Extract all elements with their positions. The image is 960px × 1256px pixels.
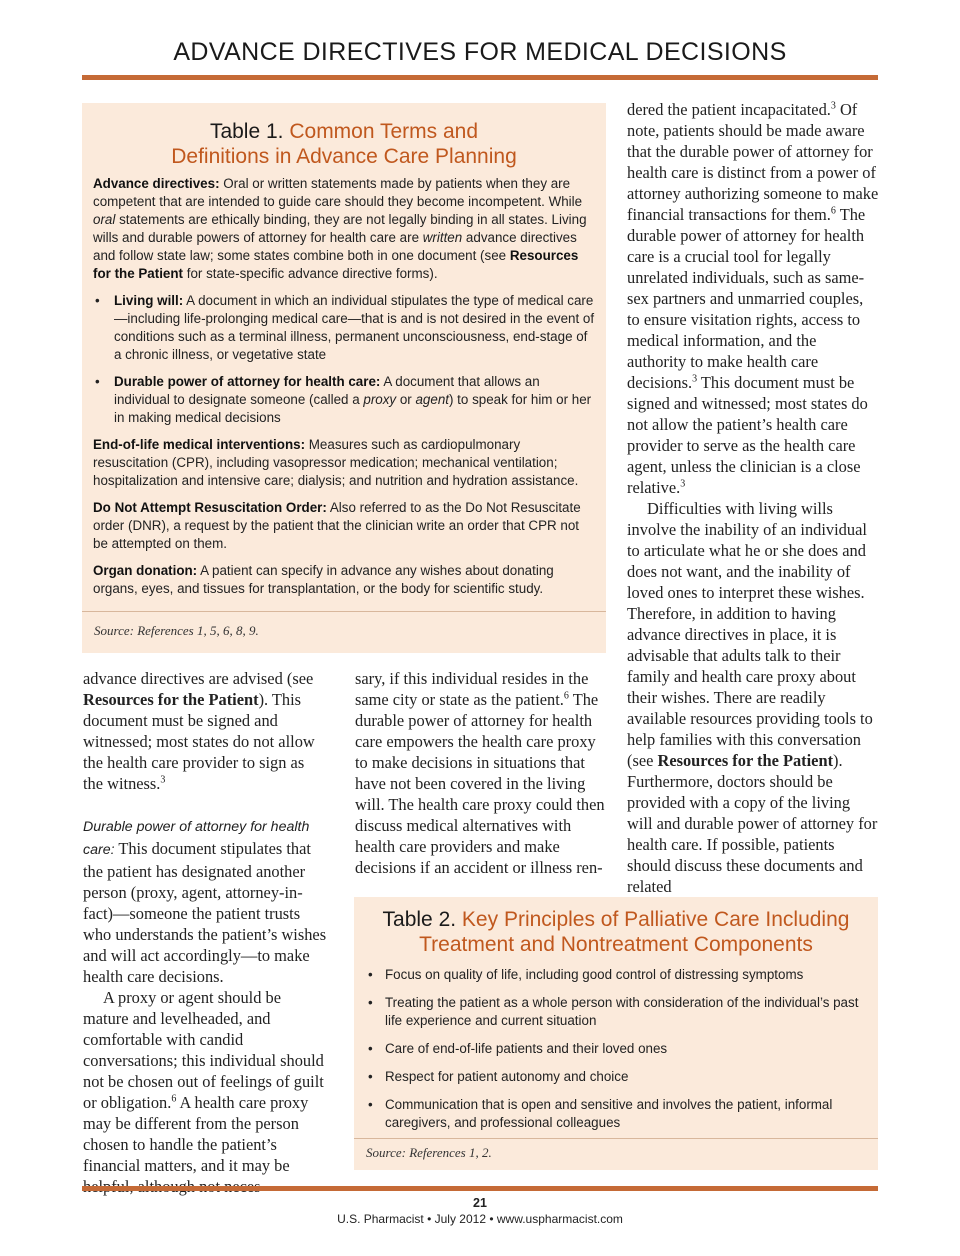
- table-2-box: [354, 897, 878, 1170]
- page-number: 21: [473, 1196, 487, 1210]
- term-organ-donation: Organ donation: A patient can specify in advance any wishes about donating organs, eyes, and tissues for transplantation, or the body for scientific study.: [93, 563, 554, 596]
- list-item: • Care of end-of-life patients and their loved ones: [366, 1040, 866, 1058]
- term-durable-power-of-attorney: • Durable power of attorney for health care: A document that allows an individual to designate someone (called a proxy or agent) to speak for him or her in making medical decisions: [93, 373, 595, 427]
- table-1-source-divider: [82, 611, 606, 612]
- article-column-3: [627, 99, 879, 897]
- table-1-body: [93, 175, 595, 607]
- footer-rule: [82, 1186, 878, 1191]
- table-1-source: Source: References 1, 5, 6, 8, 9.: [94, 623, 259, 638]
- term-dnr-order: Do Not Attempt Resuscitation Order: Also referred to as the Do Not Resuscitate order (DNR), a request by the patient that the clinician write an order that CPR not be attempted on them.: [93, 500, 581, 551]
- term-living-will: • Living will: A document in which an individual stipulates the type of medical care—including life-prolonging medical care—that is and is not desired in the event of conditions such as a terminal illness, permanent unconsciousness, end-stage of a chronic illness, or vegetative state: [93, 292, 595, 364]
- running-header: ADVANCE DIRECTIVES FOR MEDICAL DECISIONS: [173, 38, 787, 66]
- table-2-source: Source: References 1, 2.: [366, 1145, 492, 1160]
- list-item: • Treating the patient as a whole person with consideration of the individual’s past life experience and current situation: [366, 994, 866, 1030]
- table-2-title-line2: Treatment and Nontreatment Components: [419, 933, 813, 956]
- publication-line: U.S. Pharmacist • July 2012 • www.uspharmacist.com: [337, 1212, 623, 1226]
- table-1-title-line1: Common Terms and: [289, 120, 479, 143]
- list-item: • Focus on quality of life, including good control of distressing symptoms: [366, 966, 866, 984]
- col1-paragraph-2: Durable power of attorney for health care: This document stipulates that the patient has designated another person (proxy, agent, attorney-in-fact)—someone the patient trusts who understands the patient’s wishes and will act accordingly—to make health care decisions.: [83, 819, 327, 986]
- col3-paragraph-2: Difficulties with living wills involve the inability of an individual to articulate what he or she does and does not want, and the inability of loved ones to interpret these wishes. Therefore, in addition to having advance directives in place, it is advisable that adults talk to their family and health care proxy about their wishes. There are readily available resources providing tools to help families with this conversation (see Resources for the Patient). Furthermore, doctors should be provided with a copy of the living will and durable power of attorney for health care. If possible, patients should discuss these documents and related: [627, 499, 878, 896]
- advance-directive-types-list: [93, 292, 595, 427]
- table-2-title: [354, 907, 878, 957]
- col1-paragraph-3: A proxy or agent should be mature and levelheaded, and comfortable with candid conversations; this individual should not be chosen out of feelings of guilt or obligation.$^6$ A health care proxy may be different from the person chosen to handle the patient’s financial matters, and it may be: [83, 988, 324, 1175]
- list-item: • Respect for patient autonomy and choice: [366, 1068, 866, 1086]
- table-2-source-divider: [354, 1138, 878, 1139]
- article-column-2: [355, 668, 607, 878]
- table-1-box: [82, 103, 606, 653]
- table-1-title-line2: Definitions in Advance Care Planning: [171, 145, 517, 168]
- table-1-title: [82, 119, 606, 169]
- subhead-durable-power: Durable power of attorney for health care:: [83, 819, 310, 858]
- col2-paragraph-1: sary, if this individual resides in the same city or state as the patient.$^6$ The durable power of attorney for health care empowers the health care proxy to make decisions in situations that have not been covered in the living will. The health care proxy could then discuss medical alternatives with health care providers and make decisions if an accident or illness ren-: [355, 669, 605, 877]
- article-column-1: [83, 668, 328, 1197]
- header-rule: [82, 75, 878, 80]
- table-1-label: Table 1.: [209, 120, 290, 143]
- table-2-label: Table 2.: [382, 908, 462, 931]
- term-advance-directives: Advance directives: Oral or written statements made by patients when they are competent that are intended to guide care should they become incompetent. While oral statements are ethically binding, they are not legally binding in all states. Living wills and durable powers of attorney for health care are written advance directives and follow state law; some states combine both in one document (see Resources for the Patient for state-specific advance directive forms).: [93, 176, 587, 281]
- list-item: • Communication that is open and sensitive and involves the patient, informal caregivers, and professional colleagues: [366, 1096, 866, 1132]
- col1-paragraph-1: advance directives are advised (see Resources for the Patient). This document must be signed and witnessed; most states do not allow the health care provider to sign as the witness.$^3$: [83, 669, 315, 793]
- table-2-title-line1: Key Principles of Palliative Care Including: [461, 908, 850, 931]
- term-end-of-life-interventions: End-of-life medical interventions: Measures such as cardiopulmonary resuscitation (CPR), including vasopressor medication; mechanical ventilation; hospitalization and intensive care; dialysis; and nutrition and hydration assistance.: [93, 437, 579, 488]
- col3-paragraph-1: dered the patient incapacitated.$^3$ Of note, patients should be made aware that the durable power of attorney for health care is distinct from a power of attorney authorizing someone to make financial transactions for them.$^6$ The durable power of attorney for health care is a crucial tool for legally unrelated individuals, such as same-sex partners and unmarried couples, to ensure visitation rights, access to medical information, and the authority to make health care decisions.$^3$ This document must be signed and witnessed; most states do not allow the patient’s health care provider to serve as the health care agent, unless the clinician is a close relative.$^3$: [627, 100, 879, 497]
- table-2-list: [366, 966, 866, 1142]
